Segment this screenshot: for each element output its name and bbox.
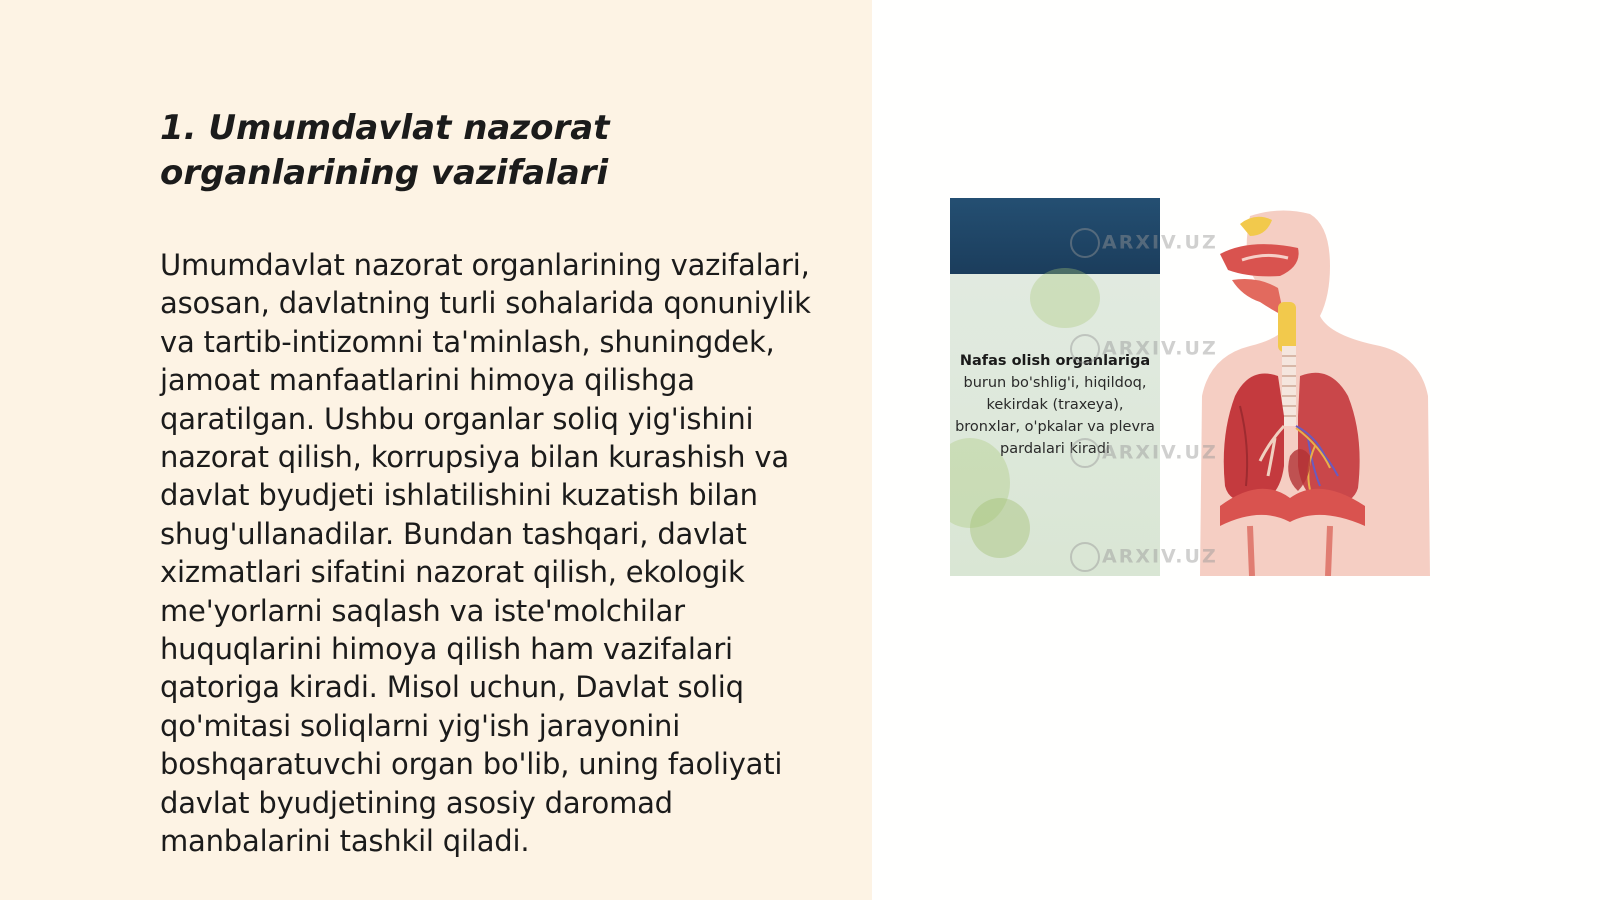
respiratory-illustration (950, 198, 1450, 578)
decorative-blob (1030, 268, 1100, 328)
respiratory-system-icon (1180, 206, 1450, 576)
slide-heading: 1. Umumdavlat nazorat organlarining vazifalari (160, 108, 610, 193)
watermark: ARXIV.UZ (1070, 542, 1218, 572)
info-caption-rest: burun bo'shlig'i, hiqildoq, kekirdak (traxeya), bronxlar, o'pkalar va plevra pardalari kiradi (955, 375, 1155, 457)
slide-body-text: Umumdavlat nazorat organlarining vazifalari, asosan, davlatning turli sohalarida qonuniylik va tartib-intizomni ta'minlash, shuningdek, jamoat manfaatlarini himoya qilishga qaratilgan. Ushbu organlar soliq yig'ishini nazorat qilish, korrupsiya bilan kurashish va davlat byudjeti ishlatilishini kuzatish bilan shug'ullanadilar. Bundan tashqari, davlat xizmatlari sifatini nazorat qilish, ekologik me'yorlarni saqlash va iste'molchilar huquqlarini himoya qilish ham vazifalari qatoriga kiradi. Misol uchun, Davlat soliq qo'mitasi soliqlarni yig'ish jarayonini boshqaratuvchi organ bo'lib, uning faoliyati davlat byudjetining asosiy daromad manbalarini tashkil qiladi. (160, 248, 811, 859)
watermark: ARXIV.UZ (1070, 438, 1218, 468)
watermark: ARXIV.UZ (1070, 228, 1218, 258)
decorative-blob (970, 498, 1030, 558)
info-caption-bold: Nafas olish organlariga (959, 353, 1151, 369)
watermark: ARXIV.UZ (1070, 334, 1218, 364)
